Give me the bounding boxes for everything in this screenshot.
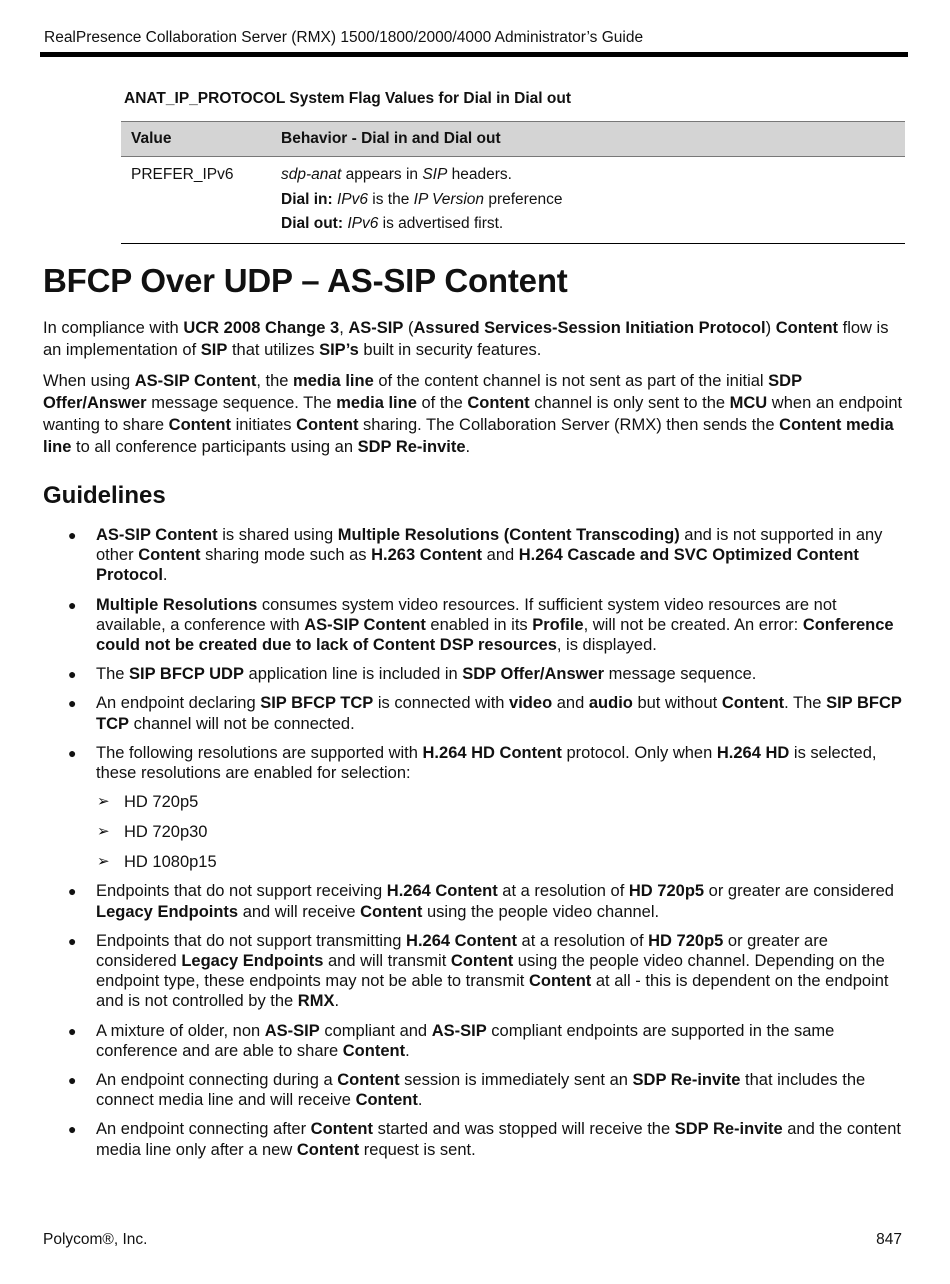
bold-term: Content xyxy=(355,1091,418,1110)
text-run: consumes system video resources. If sufficient system video resources are not available, a conference with xyxy=(96,595,837,634)
bold-term: SIP’s xyxy=(319,341,359,359)
text-run: and xyxy=(482,546,519,565)
bold-term: video xyxy=(509,694,553,713)
bullet-dot-icon: ● xyxy=(68,1071,77,1088)
bold-term: H.263 Content xyxy=(371,546,483,565)
bold-term: MCU xyxy=(729,394,768,412)
bold-term: Assured Services-Session Initiation Protocol xyxy=(413,319,766,337)
text-run: compliant and xyxy=(319,1021,432,1040)
bold-term: SIP BFCP TCP xyxy=(260,694,374,713)
text-run: The xyxy=(96,665,130,684)
list-item xyxy=(0,664,904,684)
bullet-dot-icon: ● xyxy=(68,744,77,761)
text-run: compliant endpoints are supported in the same conference and are able to share xyxy=(96,1021,835,1060)
guidelines-heading: Guidelines xyxy=(43,482,166,509)
bold-term: H.264 Content xyxy=(406,931,517,950)
text-run: at a resolution of xyxy=(516,931,649,950)
sub-list-item xyxy=(0,852,950,872)
behavior-line-dial-in xyxy=(281,188,895,213)
text-run: . xyxy=(405,1041,410,1060)
bold-term: Multiple Resolutions (Content Transcoding) xyxy=(337,526,680,544)
footer-company: Polycom®, Inc. xyxy=(43,1231,148,1248)
text-run: built in security features. xyxy=(358,341,542,359)
bold-term: SIP BFCP TCP xyxy=(96,694,902,733)
table-row xyxy=(121,157,905,244)
bold-term: AS-SIP xyxy=(264,1021,320,1040)
arrow-bullet-icon: ➢ xyxy=(97,822,110,840)
table-header-row xyxy=(121,122,905,157)
header-title: RealPresence Collaboration Server (RMX) 1500/1800/2000/4000 Administrator’s Guide xyxy=(44,29,644,46)
page-number: 847 xyxy=(876,1231,902,1248)
text-run: , the xyxy=(256,372,294,390)
dial-in-label: Dial in: xyxy=(281,190,333,208)
bold-term: HD 720p5 xyxy=(648,931,724,950)
em-ipv6: IPv6 xyxy=(347,215,379,232)
text-run: Endpoints that do not support transmitting xyxy=(96,931,407,950)
text: appears in xyxy=(341,166,423,183)
bold-term: UCR 2008 Change 3 xyxy=(183,319,340,337)
bold-term: Content xyxy=(168,416,231,434)
text-run: of the xyxy=(416,394,468,412)
dial-out-label: Dial out: xyxy=(281,215,343,232)
behavior-line-dial-out xyxy=(281,212,895,237)
bold-term: Content xyxy=(342,1041,406,1060)
bold-term: H.264 HD Content xyxy=(422,743,562,762)
text-run: . The xyxy=(784,694,827,713)
bullet-dot-icon: ● xyxy=(68,932,77,949)
bold-term: H.264 Cascade and SVC Optimized Content Protocol xyxy=(96,546,859,585)
text-run: to all conference participants using an xyxy=(71,438,358,456)
bold-term: Content media line xyxy=(43,416,894,456)
bold-term: SDP Offer/Answer xyxy=(462,665,605,684)
bold-term: Profile xyxy=(532,615,584,634)
text-run: . xyxy=(417,1091,423,1110)
text-run: message sequence. xyxy=(604,665,757,684)
text-run: when an endpoint wanting to share xyxy=(43,394,903,434)
bold-term: Content xyxy=(337,1070,400,1089)
bold-term: AS-SIP Content xyxy=(96,526,218,544)
arrow-bullet-icon: ➢ xyxy=(97,793,110,811)
list-item xyxy=(0,1070,904,1110)
bold-term: SDP Re-invite xyxy=(674,1120,783,1139)
bold-term: Content xyxy=(310,1120,373,1139)
intro-paragraph-2 xyxy=(43,370,908,458)
bold-term: Conference could not be created due to lack of Content DSP resources xyxy=(96,615,894,655)
arrow-bullet-icon: ➢ xyxy=(97,852,110,870)
bold-term: Content xyxy=(467,394,530,412)
text-run: initiates xyxy=(231,416,297,434)
text-run: ) xyxy=(765,319,776,337)
text-run: HD 720p5 xyxy=(124,793,199,812)
text: is advertised first. xyxy=(378,215,504,232)
text-run: is connected with xyxy=(373,694,510,713)
text-run: started and was stopped will receive the xyxy=(372,1120,675,1139)
header-rule xyxy=(40,52,908,57)
list-item xyxy=(0,693,904,733)
bullet-dot-icon: ● xyxy=(68,666,77,683)
text-run: flow is an implementation of xyxy=(43,319,889,359)
text-run: The following resolutions are supported with xyxy=(96,743,423,762)
bold-term: AS-SIP Content xyxy=(134,372,257,390)
text: headers. xyxy=(447,166,512,183)
bold-term: HD 720p5 xyxy=(628,882,705,901)
text-run: is selected, these resolutions are enabled for selection: xyxy=(96,743,877,783)
text-run: sharing mode such as xyxy=(200,546,372,565)
list-item xyxy=(0,743,904,783)
text-run: , xyxy=(339,319,349,337)
bold-term: media line xyxy=(336,394,417,412)
text-run: using the people video channel. Depending on the endpoint type, these endpoints may not be able to transmit xyxy=(96,951,885,991)
bold-term: SIP BFCP UDP xyxy=(129,665,244,684)
text-run: of the content channel is not sent as part of the initial xyxy=(373,372,769,390)
bold-term: Legacy Endpoints xyxy=(181,951,324,970)
text: preference xyxy=(484,190,563,208)
text-run: . xyxy=(465,438,471,456)
text-run: , will not be created. An error: xyxy=(583,615,803,634)
bold-term: Legacy Endpoints xyxy=(96,902,239,921)
text-run: and will receive xyxy=(238,902,361,921)
em-ipv6: IPv6 xyxy=(336,190,368,208)
text-run: message sequence. The xyxy=(146,394,337,412)
text-run: An endpoint connecting after xyxy=(96,1120,311,1139)
em-sdp-anat: sdp-anat xyxy=(281,166,342,183)
bullet-dot-icon: ● xyxy=(68,527,77,543)
list-item xyxy=(0,1119,904,1159)
text-run: using the people video channel. xyxy=(422,902,660,921)
bold-term: RMX xyxy=(297,992,335,1011)
text-run: sharing. The Collaboration Server (RMX) then sends the xyxy=(358,416,780,434)
text-run: A mixture of older, non xyxy=(96,1021,265,1040)
text-run: . xyxy=(162,566,168,585)
text-run: that includes the connect media line and will receive xyxy=(96,1070,866,1110)
sub-list-item xyxy=(0,822,950,842)
list-item xyxy=(0,525,904,586)
text-run: that utilizes xyxy=(227,341,320,359)
text-run: channel is only sent to the xyxy=(529,394,730,412)
text-run: Endpoints that do not support receiving xyxy=(96,882,387,901)
text-run: , is displayed. xyxy=(556,636,657,655)
flag-values-table xyxy=(121,121,905,244)
bold-term: Content xyxy=(138,546,201,565)
bold-term: SDP Re-invite xyxy=(357,438,466,456)
text-run: HD 1080p15 xyxy=(124,852,217,871)
list-item xyxy=(0,931,904,1012)
bold-term: AS-SIP Content xyxy=(304,615,426,634)
text-run: and the content media line only after a new xyxy=(96,1120,901,1159)
text-run: request is sent. xyxy=(359,1140,476,1159)
text-run: An endpoint connecting during a xyxy=(96,1070,338,1089)
text-run: . xyxy=(334,992,340,1011)
text-run: and xyxy=(552,694,589,713)
text-run: or greater are considered xyxy=(96,931,828,970)
intro-paragraph-1 xyxy=(43,317,908,361)
bullet-dot-icon: ● xyxy=(68,1022,77,1039)
text-run: and is not supported in any other xyxy=(96,526,883,565)
bold-term: Content xyxy=(296,416,359,434)
bullet-dot-icon: ● xyxy=(68,596,77,613)
text-run: ( xyxy=(403,319,414,337)
bold-term: Multiple Resolutions xyxy=(96,595,258,614)
bullet-dot-icon: ● xyxy=(68,695,77,712)
bold-term: Content xyxy=(296,1140,360,1159)
text-run: When using xyxy=(43,372,135,390)
bold-term: audio xyxy=(588,694,633,713)
list-item xyxy=(0,1021,904,1061)
text-run: application line is included in xyxy=(243,665,463,684)
bold-term: SDP Re-invite xyxy=(632,1070,741,1089)
list-item xyxy=(0,881,904,921)
bold-term: H.264 Content xyxy=(386,882,498,901)
text-run: but without xyxy=(632,694,722,713)
column-header-behavior: Behavior - Dial in and Dial out xyxy=(271,122,905,157)
text-run: and will transmit xyxy=(323,951,451,970)
em-sip: SIP xyxy=(422,166,448,183)
bullet-dot-icon: ● xyxy=(68,883,77,900)
text-run: HD 720p30 xyxy=(124,822,208,841)
bold-term: Content xyxy=(360,902,423,921)
bold-term: Content xyxy=(775,319,839,337)
bold-term: SDP Offer/Answer xyxy=(43,372,802,412)
text: is the xyxy=(368,190,414,208)
text-run: at a resolution of xyxy=(497,882,629,901)
text-run: session is immediately sent an xyxy=(399,1070,633,1089)
text-run: In compliance with xyxy=(43,319,184,337)
cell-value: PREFER_IPv6 xyxy=(121,157,271,244)
column-header-value: Value xyxy=(121,122,271,157)
bold-term: Content xyxy=(528,972,592,991)
table-caption: ANAT_IP_PROTOCOL System Flag Values for Dial in Dial out xyxy=(124,90,572,107)
text-run: enabled in its xyxy=(425,615,533,634)
bold-term: media line xyxy=(293,372,374,390)
text-run: at all - this is dependent on the endpoint and is not controlled by the xyxy=(96,972,889,1011)
guidelines-list xyxy=(0,525,950,1169)
text-run: channel will not be connected. xyxy=(129,714,355,733)
cell-behavior xyxy=(271,157,905,244)
text-run: protocol. Only when xyxy=(561,743,717,762)
bold-term: AS-SIP xyxy=(348,319,404,337)
bold-term: Content xyxy=(450,951,514,970)
text-run: An endpoint declaring xyxy=(96,694,261,713)
bold-term: SIP xyxy=(200,341,228,359)
bold-term: H.264 HD xyxy=(716,743,790,762)
list-item xyxy=(0,595,904,656)
sub-list-item xyxy=(0,792,950,812)
bold-term: AS-SIP xyxy=(431,1021,487,1040)
text-run: is shared using xyxy=(217,526,338,544)
behavior-line-headers xyxy=(281,163,895,188)
section-title: BFCP Over UDP – AS-SIP Content xyxy=(43,262,568,299)
bullet-dot-icon: ● xyxy=(68,1121,77,1138)
em-ip-version: IP Version xyxy=(413,190,485,208)
bold-term: Content xyxy=(721,694,785,713)
text-run: or greater are considered xyxy=(704,882,894,901)
